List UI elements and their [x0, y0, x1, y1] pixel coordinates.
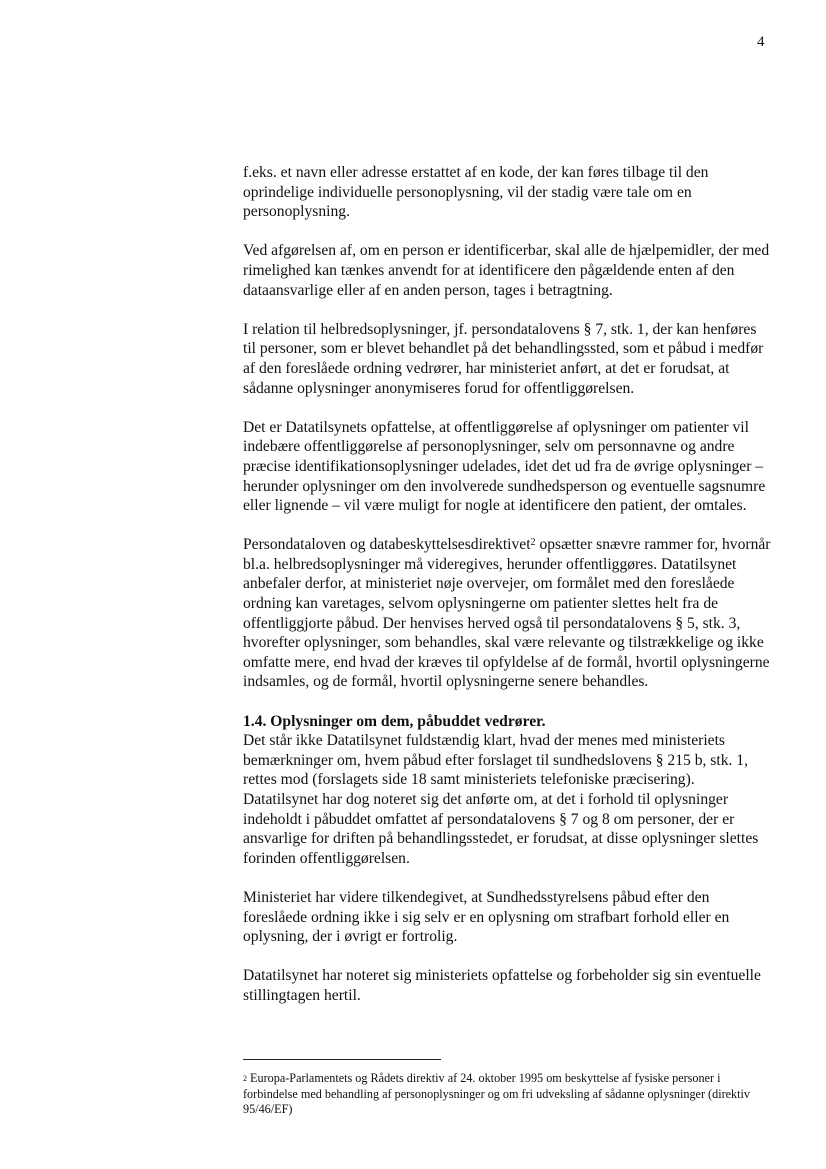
footnote-reference: 2	[530, 537, 536, 549]
footnote-marker: 2	[243, 1074, 247, 1083]
paragraph: I relation til helbredsoplysninger, jf. persondatalovens § 7, stk. 1, der kan henføres til personer, som er blevet behandlet på det behandlingssted, som et påbud i medfør af den foreslåede ordning vedrører, har ministeriet anført, at det er forudsat, at sådanne oplysninger anonymiseres forud for offentliggørelsen.	[243, 320, 764, 397]
body-text	[243, 163, 773, 1025]
paragraph: Ministeriet har videre tilkendegivet, at Sundhedsstyrelsens påbud efter den foreslåede ordning ikke i sig selv er en oplysning om strafbart forhold eller en oplysning, der i øvrigt er fortrolig.	[243, 888, 730, 946]
footnote-text: Europa-Parlamentets og Rådets direktiv af 24. oktober 1995 om beskyttelse af fysiske personer i forbindelse med behandling af personoplysninger og om fri udveksling af sådanne oplysninger (direktiv 95/46/EF)	[243, 1071, 751, 1116]
paragraph-text: Persondataloven og databeskyttelsesdirektivet	[243, 536, 531, 554]
section-paragraph	[243, 712, 773, 869]
paragraph-text: Det står ikke Datatilsynet fuldstændig klart, hvad der menes med ministeriets bemærkninger om, hvem påbud efter forslaget til sundhedslovens § 215 b, stk. 1, rettes mod (forslagets side 18 samt ministeriets telefoniske præcisering). Datatilsynet har dog noteret sig det anførte om, at det i forhold til oplysninger indeholdt i påbuddet omfattet af persondatalovens § 7 og 8 om personer, der er ansvarlige for driften på behandlingsstedet, er forudsat, at disse oplysninger slettes forinden offentliggørelsen.	[243, 732, 759, 867]
footnote	[243, 1071, 773, 1118]
paragraph: Det er Datatilsynets opfattelse, at offentliggørelse af oplysninger om patienter vil indebære offentliggørelse af personoplysninger, selv om personnavne og andre præcise identifikationsoplysninger udelades, idet det ud fra de øvrige oplysninger – herunder oplysninger om den involverede sundhedsperson og eventuelle sagsnumre eller lignende – vil være muligt for nogle at identificere den patient, der omtales.	[243, 418, 766, 515]
page-number: 4	[757, 34, 765, 50]
paragraph: Datatilsynet har noteret sig ministeriets opfattelse og forbeholder sig sin eventuelle stillingtagen hertil.	[243, 967, 761, 1004]
footnote-separator	[243, 1059, 441, 1060]
paragraph: Ved afgørelsen af, om en person er identificerbar, skal alle de hjælpemidler, der med rimelighed kan tænkes anvendt for at identificere den pågældende enten af den dataansvarlige eller af en anden person, tages i betragtning.	[243, 242, 770, 299]
paragraph: f.eks. et navn eller adresse erstattet af en kode, der kan føres tilbage til den oprindelige individuelle personoplysning, vil der stadig være tale om en personoplysning.	[243, 164, 709, 221]
paragraph-text: opsætter snævre rammer for, hvornår bl.a. helbredsoplysninger må videregives, herunder offentliggøres. Datatilsynet anbefaler derfor, at ministeriet nøje overvejer, om formålet med den foreslåede ordning kan varetages, selvom oplysningerne om patienter slettes helt fra de offentliggjorte påbud. Der henvises herved også til persondatalovens § 5, stk. 3, hvorefter oplysninger, som behandles, skal være relevante og tilstrækkelige og ikke omfatte mere, end hvad der kræves til opfyldelse af de formål, hvortil oplysningerne indsamles, og de formål, hvortil oplysningerne senere behandles.	[243, 536, 771, 691]
section-heading: 1.4. Oplysninger om dem, påbuddet vedrører.	[243, 712, 546, 730]
paragraph-with-footnote	[243, 535, 773, 692]
